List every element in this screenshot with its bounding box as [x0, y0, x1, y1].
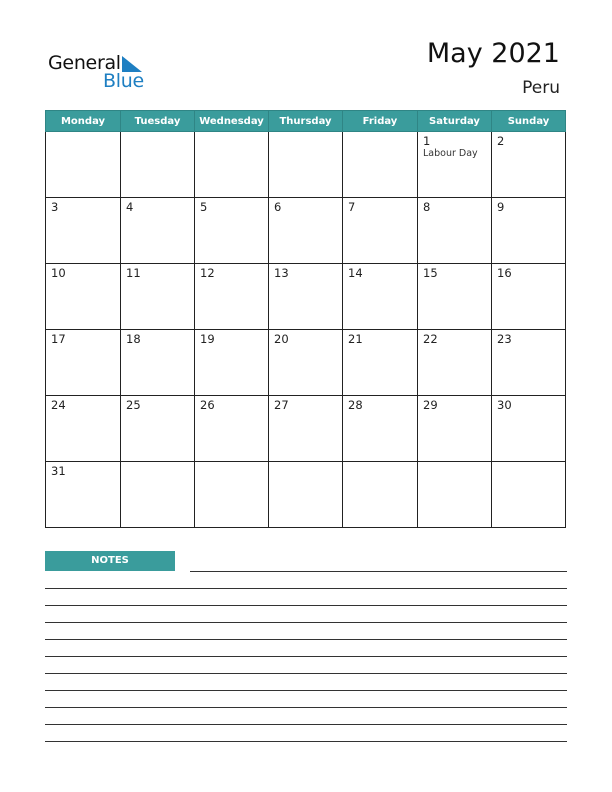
calendar-day-cell	[269, 198, 343, 264]
calendar-day-cell	[46, 198, 121, 264]
day-number	[121, 462, 194, 464]
day-number: 5	[200, 200, 208, 214]
calendar-day-cell	[195, 396, 269, 462]
calendar-week-row	[46, 198, 566, 264]
day-number: 3	[51, 200, 59, 214]
day-number: 6	[274, 200, 282, 214]
calendar-day-cell	[195, 132, 269, 198]
calendar-week-row	[46, 330, 566, 396]
calendar-week-row	[46, 264, 566, 330]
weekday-header: Tuesday	[121, 111, 195, 132]
month-calendar	[45, 110, 566, 528]
day-number	[121, 132, 194, 134]
calendar-week-row	[46, 132, 566, 198]
calendar-week-row	[46, 396, 566, 462]
day-number: 19	[200, 332, 215, 346]
day-number	[46, 132, 120, 134]
calendar-day-cell	[269, 264, 343, 330]
country-label: Peru	[522, 78, 560, 98]
calendar-day-cell	[46, 396, 121, 462]
calendar-day-cell	[121, 264, 195, 330]
day-number: 30	[497, 398, 512, 412]
day-number: 10	[51, 266, 66, 280]
day-number	[492, 462, 565, 464]
calendar-day-cell	[418, 198, 492, 264]
holiday-label: Labour Day	[423, 148, 478, 159]
calendar-day-cell	[269, 132, 343, 198]
day-number	[343, 132, 417, 134]
day-number: 29	[423, 398, 438, 412]
calendar-day-cell	[195, 330, 269, 396]
notes-label: NOTES	[45, 551, 175, 571]
calendar-day-cell	[46, 264, 121, 330]
day-number: 12	[200, 266, 215, 280]
day-number: 24	[51, 398, 66, 412]
weekday-header-row	[46, 111, 566, 132]
notes-line	[190, 571, 567, 572]
calendar-day-cell	[121, 132, 195, 198]
calendar-day-cell	[195, 462, 269, 528]
calendar-day-cell	[492, 462, 566, 528]
notes-line	[45, 639, 567, 640]
calendar-day-cell	[418, 462, 492, 528]
day-number: 14	[348, 266, 363, 280]
day-number: 21	[348, 332, 363, 346]
day-number: 26	[200, 398, 215, 412]
day-number	[195, 132, 268, 134]
calendar-day-cell	[46, 330, 121, 396]
notes-line	[45, 690, 567, 691]
calendar-day-cell	[121, 396, 195, 462]
month-title: May 2021	[426, 38, 560, 69]
day-number: 17	[51, 332, 66, 346]
day-number: 27	[274, 398, 289, 412]
calendar-day-cell	[46, 462, 121, 528]
notes-line	[45, 741, 567, 742]
day-number: 1	[423, 134, 431, 148]
calendar-day-cell	[492, 330, 566, 396]
day-number: 28	[348, 398, 363, 412]
notes-line	[45, 588, 567, 589]
day-number: 23	[497, 332, 512, 346]
weekday-header: Friday	[343, 111, 418, 132]
calendar-day-cell	[492, 132, 566, 198]
day-number: 2	[497, 134, 505, 148]
day-number	[269, 132, 342, 134]
calendar-day-cell	[492, 198, 566, 264]
calendar-day-cell	[195, 264, 269, 330]
weekday-header: Monday	[46, 111, 121, 132]
calendar-day-cell	[492, 264, 566, 330]
calendar-day-cell	[121, 462, 195, 528]
notes-line	[45, 622, 567, 623]
calendar-day-cell	[195, 198, 269, 264]
general-blue-logo	[48, 52, 158, 92]
calendar-body	[46, 132, 566, 528]
day-number: 11	[126, 266, 141, 280]
calendar-day-cell	[343, 198, 418, 264]
notes-line	[45, 673, 567, 674]
calendar-day-cell	[46, 132, 121, 198]
day-number: 9	[497, 200, 505, 214]
calendar-day-cell	[121, 198, 195, 264]
calendar-day-cell	[343, 330, 418, 396]
day-number	[195, 462, 268, 464]
calendar-day-cell	[269, 396, 343, 462]
day-number: 4	[126, 200, 134, 214]
weekday-header: Thursday	[269, 111, 343, 132]
logo-text-blue: Blue	[103, 70, 144, 92]
day-number: 31	[51, 464, 66, 478]
weekday-header: Saturday	[418, 111, 492, 132]
day-number	[343, 462, 417, 464]
day-number: 13	[274, 266, 289, 280]
notes-line	[45, 605, 567, 606]
calendar-day-cell	[418, 330, 492, 396]
day-number: 8	[423, 200, 431, 214]
calendar-day-cell	[418, 396, 492, 462]
calendar-week-row	[46, 462, 566, 528]
weekday-header: Wednesday	[195, 111, 269, 132]
calendar-day-cell	[343, 264, 418, 330]
calendar-day-cell	[343, 132, 418, 198]
notes-line	[45, 707, 567, 708]
calendar-day-cell	[492, 396, 566, 462]
calendar-day-cell	[343, 462, 418, 528]
calendar-day-cell	[269, 462, 343, 528]
logo-text-general: General	[48, 52, 121, 74]
day-number	[269, 462, 342, 464]
day-number: 18	[126, 332, 141, 346]
calendar-day-cell	[121, 330, 195, 396]
day-number: 7	[348, 200, 356, 214]
day-number: 16	[497, 266, 512, 280]
calendar-day-cell	[269, 330, 343, 396]
day-number	[418, 462, 491, 464]
day-number: 25	[126, 398, 141, 412]
notes-line	[45, 656, 567, 657]
calendar-day-cell	[343, 396, 418, 462]
day-number: 22	[423, 332, 438, 346]
day-number: 15	[423, 266, 438, 280]
calendar-day-cell	[418, 132, 492, 198]
calendar-day-cell	[418, 264, 492, 330]
weekday-header: Sunday	[492, 111, 566, 132]
notes-line	[45, 724, 567, 725]
day-number: 20	[274, 332, 289, 346]
